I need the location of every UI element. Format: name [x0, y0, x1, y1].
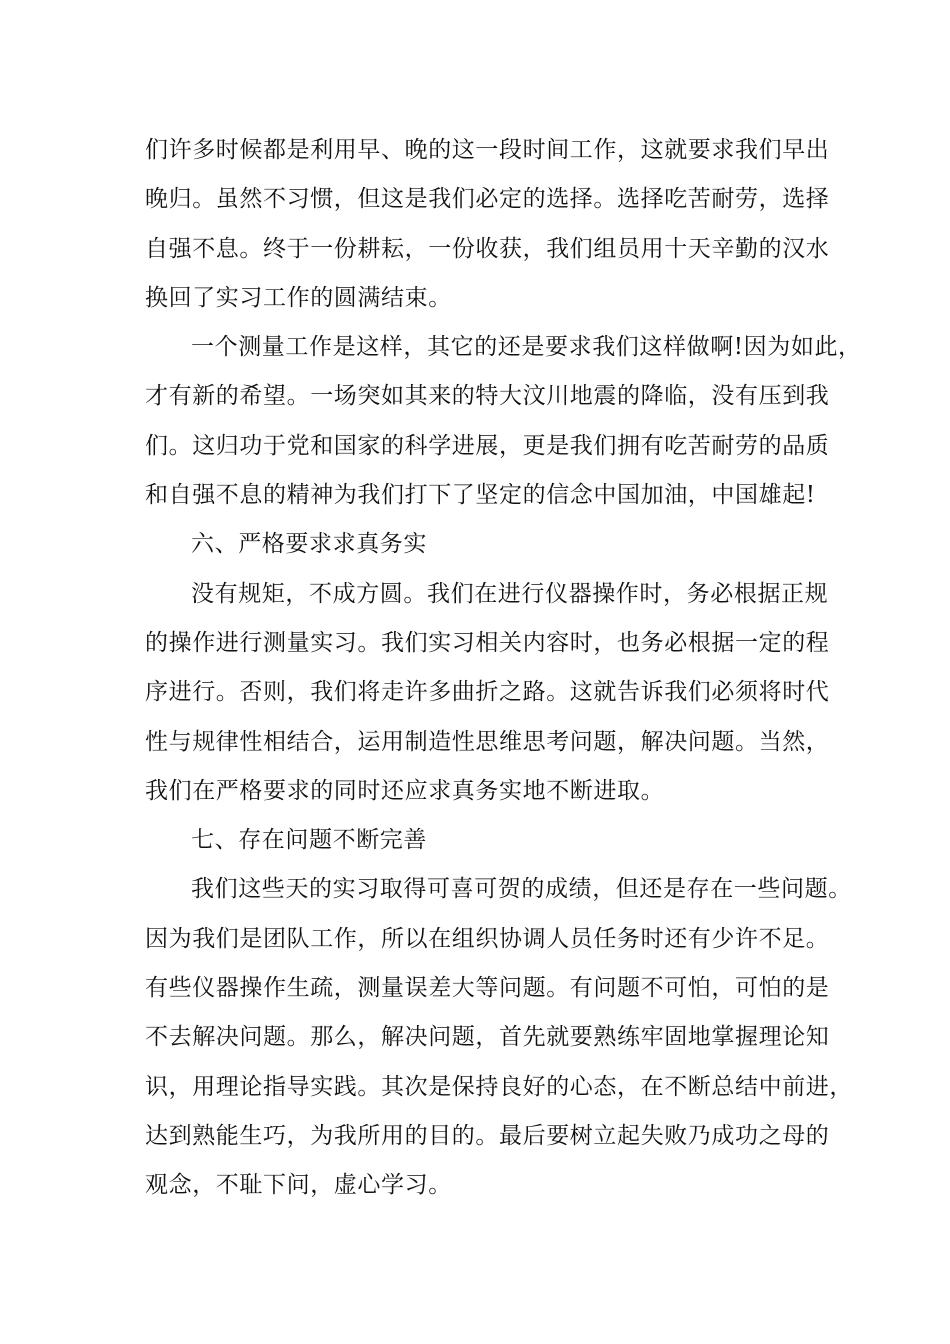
- paragraph-problems: [145, 865, 853, 1210]
- text-line: 有些仪器操作生疏，测量误差大等问题。有问题不可怕，可怕的是: [145, 975, 830, 1002]
- heading-line: 六、严格要求求真务实: [191, 531, 427, 558]
- paragraph-rules: [145, 570, 835, 816]
- paragraph-measurement-work: [145, 323, 862, 520]
- section-heading-six: [145, 520, 835, 569]
- section-heading-seven: [145, 816, 835, 865]
- text-line: 不去解决问题。那么，解决问题，首先就要熟练牢固地掌握理论知: [145, 1024, 830, 1051]
- text-line: 自强不息。终于一份耕耘，一份收获，我们组员用十天辛勤的汉水: [145, 235, 830, 262]
- text-line: 我们在严格要求的同时还应求真务实地不断进取。: [145, 777, 665, 804]
- text-line: 性与规律性相结合，运用制造性思维思考问题，解决问题。当然，: [145, 728, 830, 755]
- text-line: 因为我们是团队工作，所以在组织协调人员任务时还有少许不足。: [145, 925, 830, 952]
- text-line: 晚归。虽然不习惯，但这是我们必定的选择。选择吃苦耐劳，选择: [145, 186, 830, 213]
- text-line: 观念，不耻下问，虚心学习。: [145, 1172, 452, 1199]
- paragraph-continuation: [145, 126, 835, 323]
- text-line: 的操作进行测量实习。我们实习相关内容时，也务必根据一定的程: [145, 629, 830, 656]
- text-line: 我们这些天的实习取得可喜可贺的成绩，但还是存在一些问题。: [191, 876, 852, 903]
- text-line: 识，用理论指导实践。其次是保持良好的心态，在不断总结中前进，: [145, 1073, 853, 1100]
- text-line: 一个测量工作是这样，其它的还是要求我们这样做啊!因为如此，: [191, 334, 862, 361]
- text-line: 和自强不息的精神为我们打下了坚定的信念中国加油，中国雄起!: [145, 482, 816, 509]
- text-line: 才有新的希望。一场突如其来的特大汶川地震的降临，没有压到我: [145, 383, 830, 410]
- document-page: [145, 126, 862, 1211]
- text-line: 达到熟能生巧，为我所用的目的。最后要树立起失败乃成功之母的: [145, 1122, 830, 1149]
- text-line: 没有规矩，不成方圆。我们在进行仪器操作时，务必根据正规: [191, 580, 829, 607]
- heading-line: 七、存在问题不断完善: [191, 827, 427, 854]
- text-line: 序进行。否则，我们将走许多曲折之路。这就告诉我们必须将时代: [145, 679, 830, 706]
- text-line: 们许多时候都是利用早、晚的这一段时间工作，这就要求我们早出: [145, 137, 830, 163]
- text-line: 换回了实习工作的圆满结束。: [145, 284, 452, 311]
- text-line: 们。这归功于党和国家的科学进展，更是我们拥有吃苦耐劳的品质: [145, 432, 830, 459]
